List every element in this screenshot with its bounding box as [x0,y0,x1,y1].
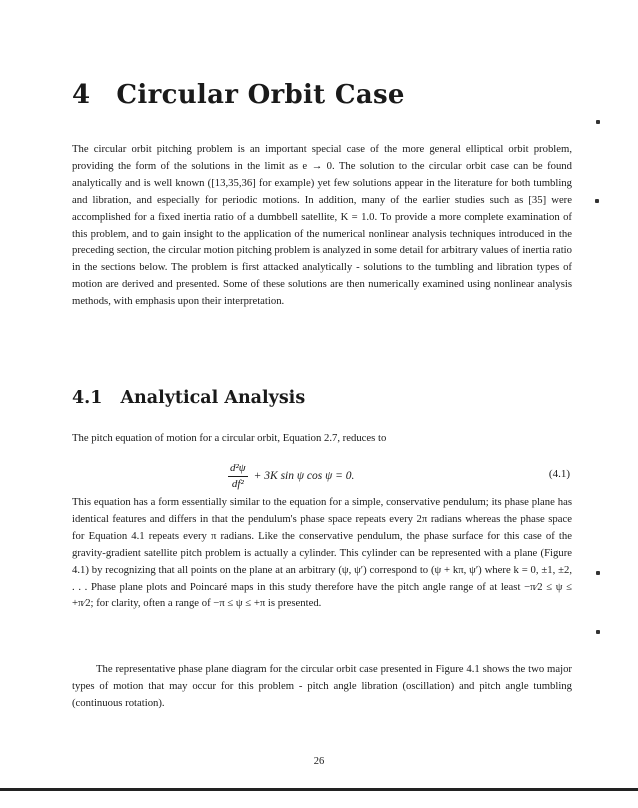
margin-speck [595,199,599,203]
equation-label: (4.1) [548,468,570,480]
intro-paragraph: The circular orbit pitching problem is an important special case of the more general elliptical orbit problem, providing the form of the solutions in the limit as e → 0. The solution to the circular orbit case can be found analytically and is well known ([13,35,36] for example) yet few solutions appear in the literature for both tumbling and libration, and especially for periodic motions. In addition, many of the earlier studies such as [35] were accomplished for a fixed inertia ratio of a dumbbell satellite, K = 1.0. To provide a more complete examination of this problem, and to gain insight to the application of the numerical nonlinear analysis techniques introduced in the preceding section, the circular motion pitching problem is analyzed in some detail for arbitrary values of inertia ratio in the sections below. The problem is first attacked analytically - solutions to the tumbling and libration types of motion are derived and presented. Some of these solutions are then numerically examined using nonlinear analysis methods, with emphasis upon their interpretation. [72,143,572,308]
margin-speck [596,571,600,575]
section-number: 4.1 [72,388,103,408]
margin-speck [596,630,600,634]
chapter-title: Circular Orbit Case [116,80,405,110]
equation-numerator: d²ψ [228,462,248,477]
equation-4-1 [72,456,572,496]
chapter-number: 4 [72,80,91,110]
equation-intro-text: The pitch equation of motion for a circular orbit, Equation 2.7, reduces to [72,432,387,444]
section-heading [72,388,305,408]
body-paragraph-3: The representative phase plane diagram for the circular orbit case presented in Figure 4.1 shows the two major types of motion that may occur for this problem - pitch angle libration (oscillation) and pitch angle tumbling (continuous rotation). [72,663,572,709]
equation-denominator: df² [231,477,244,490]
body-paragraph-2: This equation has a form essentially similar to the equation for a simple, conservative pendulum; its phase plane has identical features and differs in that the pendulum's phase space repeats every 2π radians whereas the phase space for Equation 4.1 repeats every π radians. Like the conservative pendulum, the phase surface for this case of the gravity-gradient satellite pitch problem is actually a cylinder. This cylinder can be represented with a plane (Figure 4.1) by recognizing that all points on the plane at an arbitrary (ψ, ψ′) correspond to (ψ + kπ, ψ′) where k = 0, ±1, ±2, . . . Phase plane plots and Poincaré maps in this study therefore have the pitch angle range of at least −π⁄2 ≤ ψ ≤ +π⁄2; for clarity, often a range of −π ≤ ψ ≤ +π is presented. [72,496,572,610]
chapter-heading [72,80,405,110]
equation-fraction [228,462,248,491]
equation-rest: + 3K sin ψ cos ψ = 0. [253,470,355,482]
equation-body [228,456,354,496]
page-number: 26 [313,756,325,767]
bottom-scan-edge [0,788,638,791]
margin-speck [596,120,600,124]
section-title: Analytical Analysis [120,388,306,408]
